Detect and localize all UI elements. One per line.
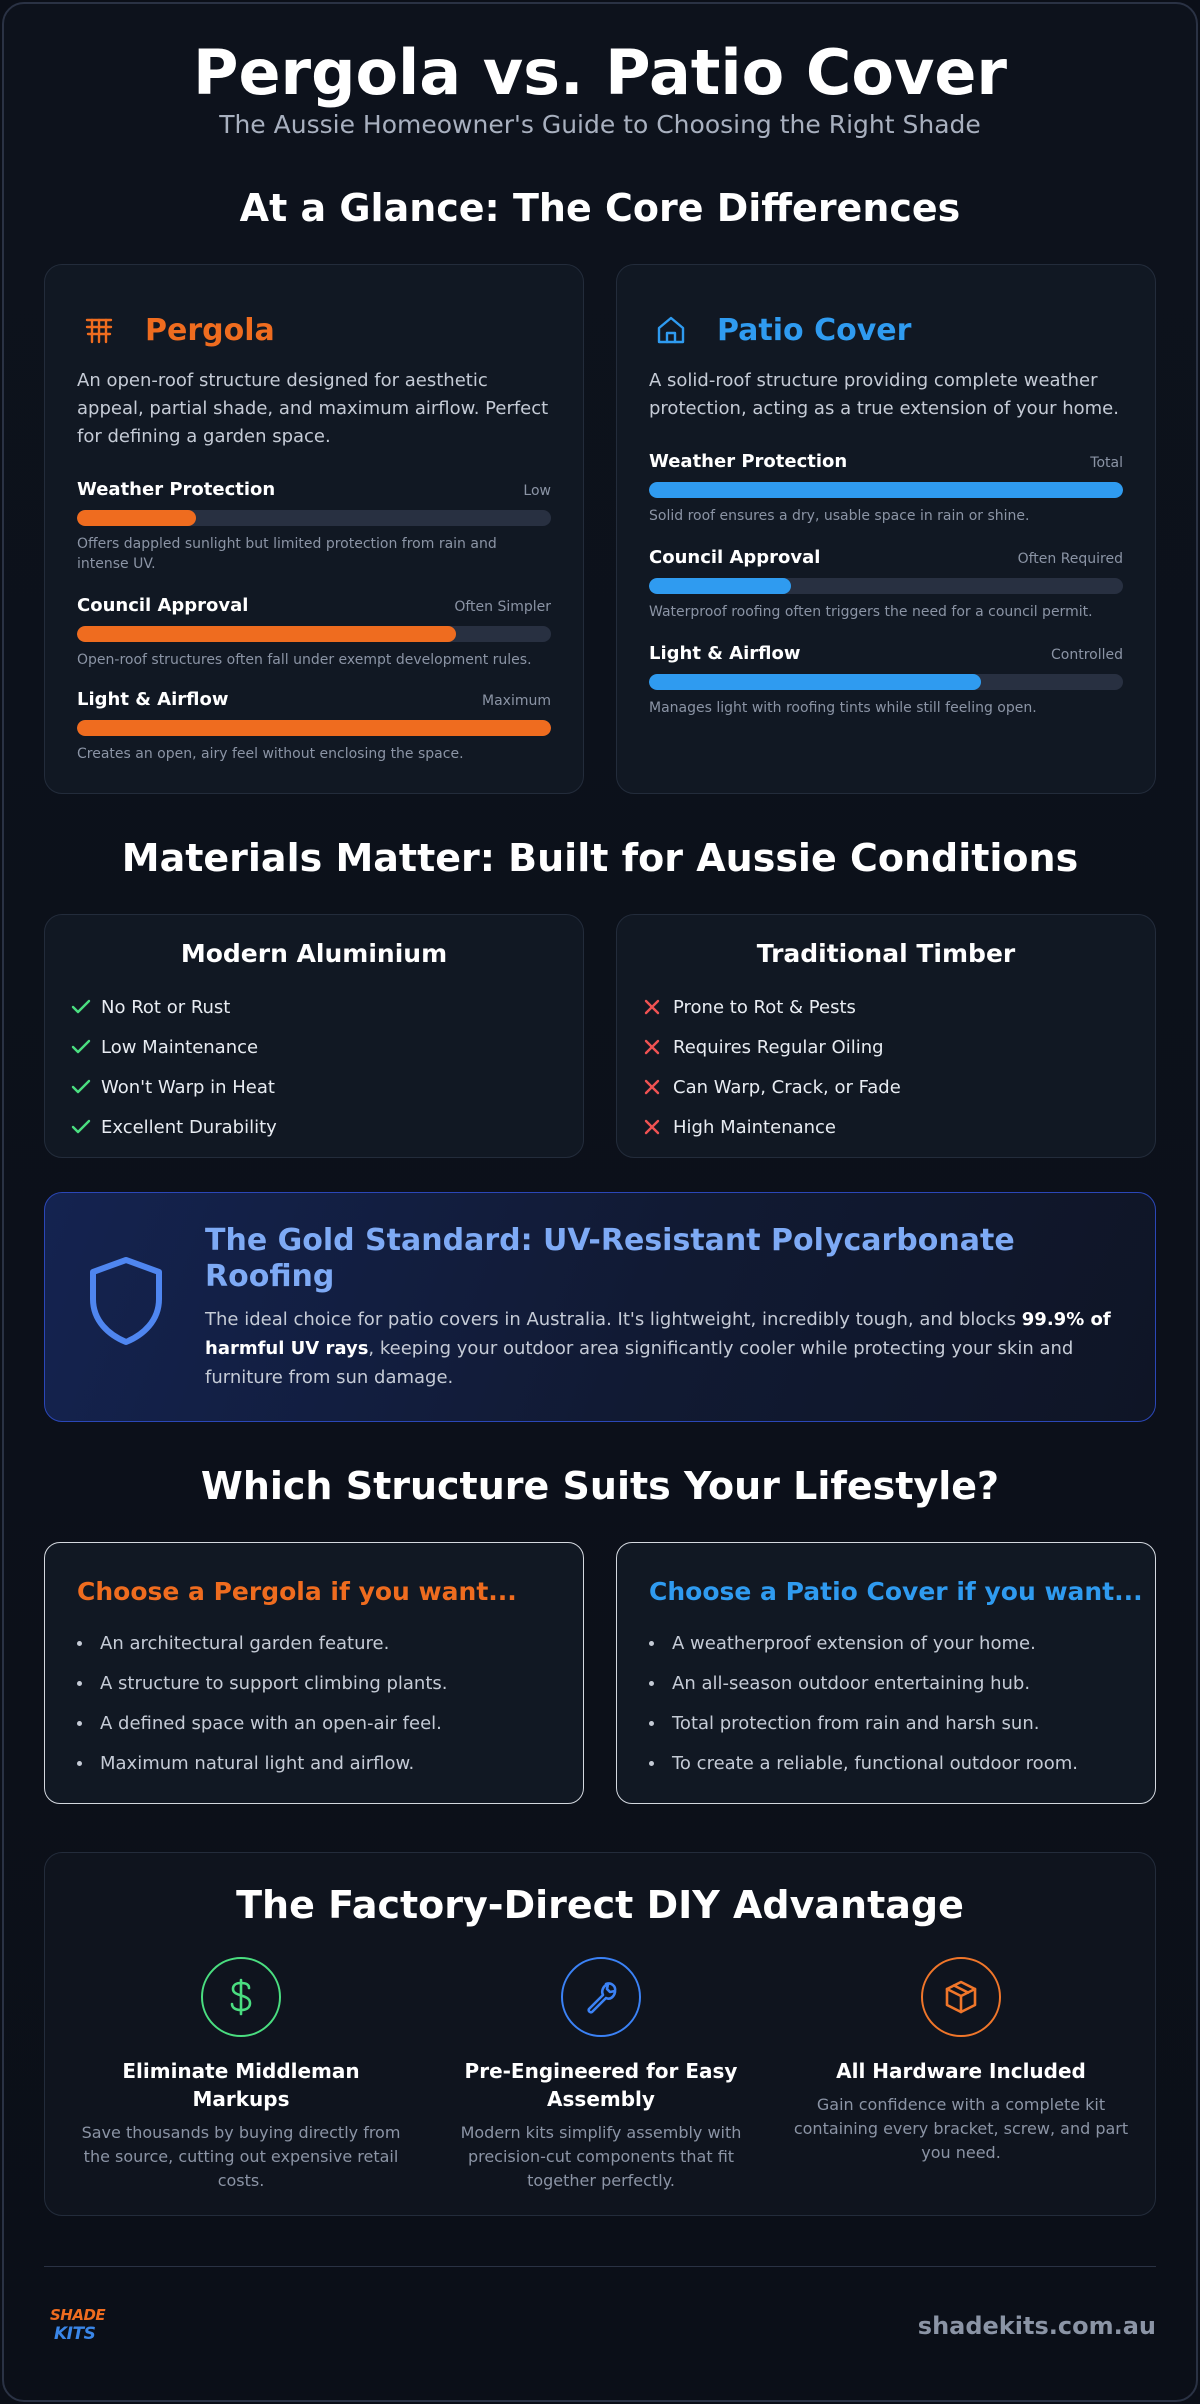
page-title: Pergola vs. Patio Cover bbox=[193, 36, 1007, 109]
gold-text-before: The ideal choice for patio covers in Australia. It's lightweight, incredibly tough, and blocks bbox=[205, 1309, 1022, 1330]
metric-bar-track bbox=[649, 674, 1123, 690]
section-title-lifestyle: Which Structure Suits Your Lifestyle? bbox=[200, 1464, 1000, 1508]
patio-card-title: Patio Cover bbox=[717, 312, 912, 348]
metric-note: Solid roof ensures a dry, usable space in rain or shine. bbox=[649, 508, 1030, 524]
list-item bbox=[643, 1067, 901, 1107]
gold-standard-title: The Gold Standard: UV-Resistant Polycarbonate Roofing bbox=[205, 1223, 1015, 1294]
list-item bbox=[643, 1027, 901, 1067]
choose-patio-list bbox=[649, 1623, 1078, 1783]
section-title-materials: Materials Matter: Built for Aussie Conditions bbox=[121, 836, 1079, 880]
pergola-metric-council bbox=[77, 595, 551, 670]
shadekits-logo[interactable] bbox=[44, 2304, 104, 2352]
list-item bbox=[77, 1703, 448, 1743]
metric-label: Council Approval bbox=[77, 595, 249, 616]
bullet-icon bbox=[649, 1681, 654, 1686]
shield-icon bbox=[87, 1255, 165, 1351]
dollar-icon bbox=[201, 1957, 281, 2037]
patio-card-header bbox=[649, 305, 911, 355]
list-item-label: Maximum natural light and airflow. bbox=[100, 1752, 415, 1774]
metric-bar-fill bbox=[77, 720, 551, 736]
list-item-label: A defined space with an open-air feel. bbox=[100, 1712, 442, 1734]
bullet-icon bbox=[649, 1721, 654, 1726]
aluminium-list bbox=[71, 987, 277, 1147]
wrench-icon bbox=[561, 1957, 641, 2037]
metric-level: Controlled bbox=[1051, 647, 1123, 663]
choose-pergola-card bbox=[44, 1542, 584, 1804]
cross-icon bbox=[643, 996, 673, 1018]
metric-level: Total bbox=[1090, 455, 1123, 471]
cross-icon bbox=[643, 1076, 673, 1098]
metric-label: Weather Protection bbox=[77, 479, 276, 500]
list-item bbox=[649, 1663, 1078, 1703]
diy-advantage-title: The Factory-Direct DIY Advantage bbox=[236, 1883, 964, 1927]
aluminium-card bbox=[44, 914, 584, 1158]
list-item bbox=[71, 1107, 277, 1147]
list-item-label: A weatherproof extension of your home. bbox=[672, 1632, 1036, 1654]
metric-note: Waterproof roofing often triggers the need for a council permit. bbox=[649, 604, 1093, 620]
metric-bar-track bbox=[649, 578, 1123, 594]
metric-level: Maximum bbox=[482, 693, 551, 709]
check-icon bbox=[71, 1116, 101, 1138]
pergola-metric-light bbox=[77, 689, 551, 764]
feature-assembly bbox=[431, 1957, 771, 2193]
footer-domain-link[interactable]: shadekits.com.au bbox=[917, 2312, 1156, 2340]
section-title-glance: At a Glance: The Core Differences bbox=[239, 186, 961, 230]
bullet-icon bbox=[649, 1761, 654, 1766]
list-item bbox=[77, 1623, 448, 1663]
feature-text: Gain confidence with a complete kit containing every bracket, screw, and part you need. bbox=[793, 2095, 1129, 2162]
list-item-label: Prone to Rot & Pests bbox=[673, 996, 856, 1018]
feature-title: All Hardware Included bbox=[836, 2059, 1086, 2083]
bullet-icon bbox=[77, 1721, 82, 1726]
list-item-label: Excellent Durability bbox=[101, 1116, 277, 1138]
metric-label: Council Approval bbox=[649, 547, 821, 568]
metric-note: Open-roof structures often fall under exempt development rules. bbox=[77, 652, 532, 668]
bullet-icon bbox=[649, 1641, 654, 1646]
metric-bar-track bbox=[77, 626, 551, 642]
patio-description: A solid-roof structure providing complete weather protection, acting as a true extension of your home. bbox=[649, 370, 1119, 419]
timber-title: Traditional Timber bbox=[756, 939, 1016, 968]
check-icon bbox=[71, 1036, 101, 1058]
patio-metric-council bbox=[649, 547, 1123, 622]
feature-markups bbox=[71, 1957, 411, 2193]
choose-patio-title: Choose a Patio Cover if you want... bbox=[649, 1577, 1143, 1606]
aluminium-title: Modern Aluminium bbox=[180, 939, 448, 968]
bullet-icon bbox=[77, 1641, 82, 1646]
metric-level: Low bbox=[523, 483, 551, 499]
metric-bar-fill bbox=[77, 626, 456, 642]
choose-pergola-list bbox=[77, 1623, 448, 1783]
metric-bar-fill bbox=[649, 674, 981, 690]
metric-note: Manages light with roofing tints while still feeling open. bbox=[649, 700, 1037, 716]
cross-icon bbox=[643, 1116, 673, 1138]
check-icon bbox=[71, 996, 101, 1018]
list-item-label: Can Warp, Crack, or Fade bbox=[673, 1076, 901, 1098]
timber-card bbox=[616, 914, 1156, 1158]
pergola-card-header bbox=[77, 305, 275, 355]
list-item bbox=[643, 1107, 901, 1147]
feature-title: Eliminate Middleman Markups bbox=[122, 2059, 360, 2111]
metric-bar-fill bbox=[77, 510, 196, 526]
list-item bbox=[71, 1067, 277, 1107]
feature-title: Pre-Engineered for Easy Assembly bbox=[464, 2059, 738, 2111]
feature-text: Save thousands by buying directly from the source, cutting out expensive retail costs. bbox=[81, 2123, 401, 2190]
logo-text-bottom: KITS bbox=[54, 2324, 96, 2344]
list-item-label: Won't Warp in Heat bbox=[101, 1076, 275, 1098]
metric-bar-track bbox=[77, 510, 551, 526]
patio-metric-weather bbox=[649, 451, 1123, 526]
list-item-label: An all-season outdoor entertaining hub. bbox=[672, 1672, 1031, 1694]
list-item-label: Requires Regular Oiling bbox=[673, 1036, 884, 1058]
diy-advantage-panel bbox=[44, 1852, 1156, 2216]
list-item-label: High Maintenance bbox=[673, 1116, 837, 1138]
patio-metric-light bbox=[649, 643, 1123, 718]
list-item-label: To create a reliable, functional outdoor room. bbox=[672, 1752, 1078, 1774]
metric-bar-fill bbox=[649, 578, 791, 594]
patio-card bbox=[616, 264, 1156, 794]
metric-note: Creates an open, airy feel without enclosing the space. bbox=[77, 746, 464, 762]
metric-bar-track bbox=[77, 720, 551, 736]
list-item bbox=[77, 1743, 448, 1783]
logo-text-top: SHADE bbox=[50, 2306, 106, 2324]
list-item bbox=[649, 1703, 1078, 1743]
feature-hardware bbox=[791, 1957, 1131, 2165]
list-item bbox=[643, 987, 901, 1027]
box-icon bbox=[921, 1957, 1001, 2037]
metric-level: Often Required bbox=[1017, 551, 1123, 567]
list-item-label: Low Maintenance bbox=[101, 1036, 259, 1058]
footer-divider bbox=[44, 2266, 1156, 2267]
list-item bbox=[71, 987, 277, 1027]
metric-label: Light & Airflow bbox=[77, 689, 229, 710]
list-item-label: No Rot or Rust bbox=[101, 996, 231, 1018]
metric-note: Offers dappled sunlight but limited protection from rain and intense UV. bbox=[77, 536, 497, 572]
feature-text: Modern kits simplify assembly with precision-cut components that fit together perfectly. bbox=[460, 2123, 742, 2190]
pergola-description: An open-roof structure designed for aesthetic appeal, partial shade, and maximum airflow. Perfect for defining a garden space. bbox=[77, 370, 549, 447]
gold-standard-text bbox=[205, 1305, 1125, 1392]
list-item bbox=[649, 1743, 1078, 1783]
pergola-card-title: Pergola bbox=[145, 312, 275, 348]
list-item bbox=[77, 1663, 448, 1703]
metric-bar-fill bbox=[649, 482, 1123, 498]
choose-patio-card bbox=[616, 1542, 1156, 1804]
list-item bbox=[71, 1027, 277, 1067]
gold-text-highlight: 99.9% of harmful UV rays bbox=[205, 1309, 1111, 1359]
gold-standard-callout bbox=[44, 1192, 1156, 1422]
metric-label: Light & Airflow bbox=[649, 643, 801, 664]
list-item-label: Total protection from rain and harsh sun. bbox=[672, 1712, 1040, 1734]
check-icon bbox=[71, 1076, 101, 1098]
metric-label: Weather Protection bbox=[649, 451, 848, 472]
page-subtitle: The Aussie Homeowner's Guide to Choosing the Right Shade bbox=[219, 110, 981, 139]
timber-list bbox=[643, 987, 901, 1147]
bullet-icon bbox=[77, 1761, 82, 1766]
list-item-label: An architectural garden feature. bbox=[100, 1632, 390, 1654]
metric-bar-track bbox=[649, 482, 1123, 498]
pergola-metric-weather bbox=[77, 479, 551, 574]
pergola-icon bbox=[77, 308, 121, 352]
cross-icon bbox=[643, 1036, 673, 1058]
metric-level: Often Simpler bbox=[454, 599, 551, 615]
list-item bbox=[649, 1623, 1078, 1663]
choose-pergola-title: Choose a Pergola if you want... bbox=[77, 1577, 517, 1606]
house-icon bbox=[649, 308, 693, 352]
bullet-icon bbox=[77, 1681, 82, 1686]
list-item-label: A structure to support climbing plants. bbox=[100, 1672, 448, 1694]
gold-text-after: , keeping your outdoor area significantly cooler while protecting your skin and furniture from sun damage. bbox=[205, 1338, 1074, 1388]
pergola-card bbox=[44, 264, 584, 794]
